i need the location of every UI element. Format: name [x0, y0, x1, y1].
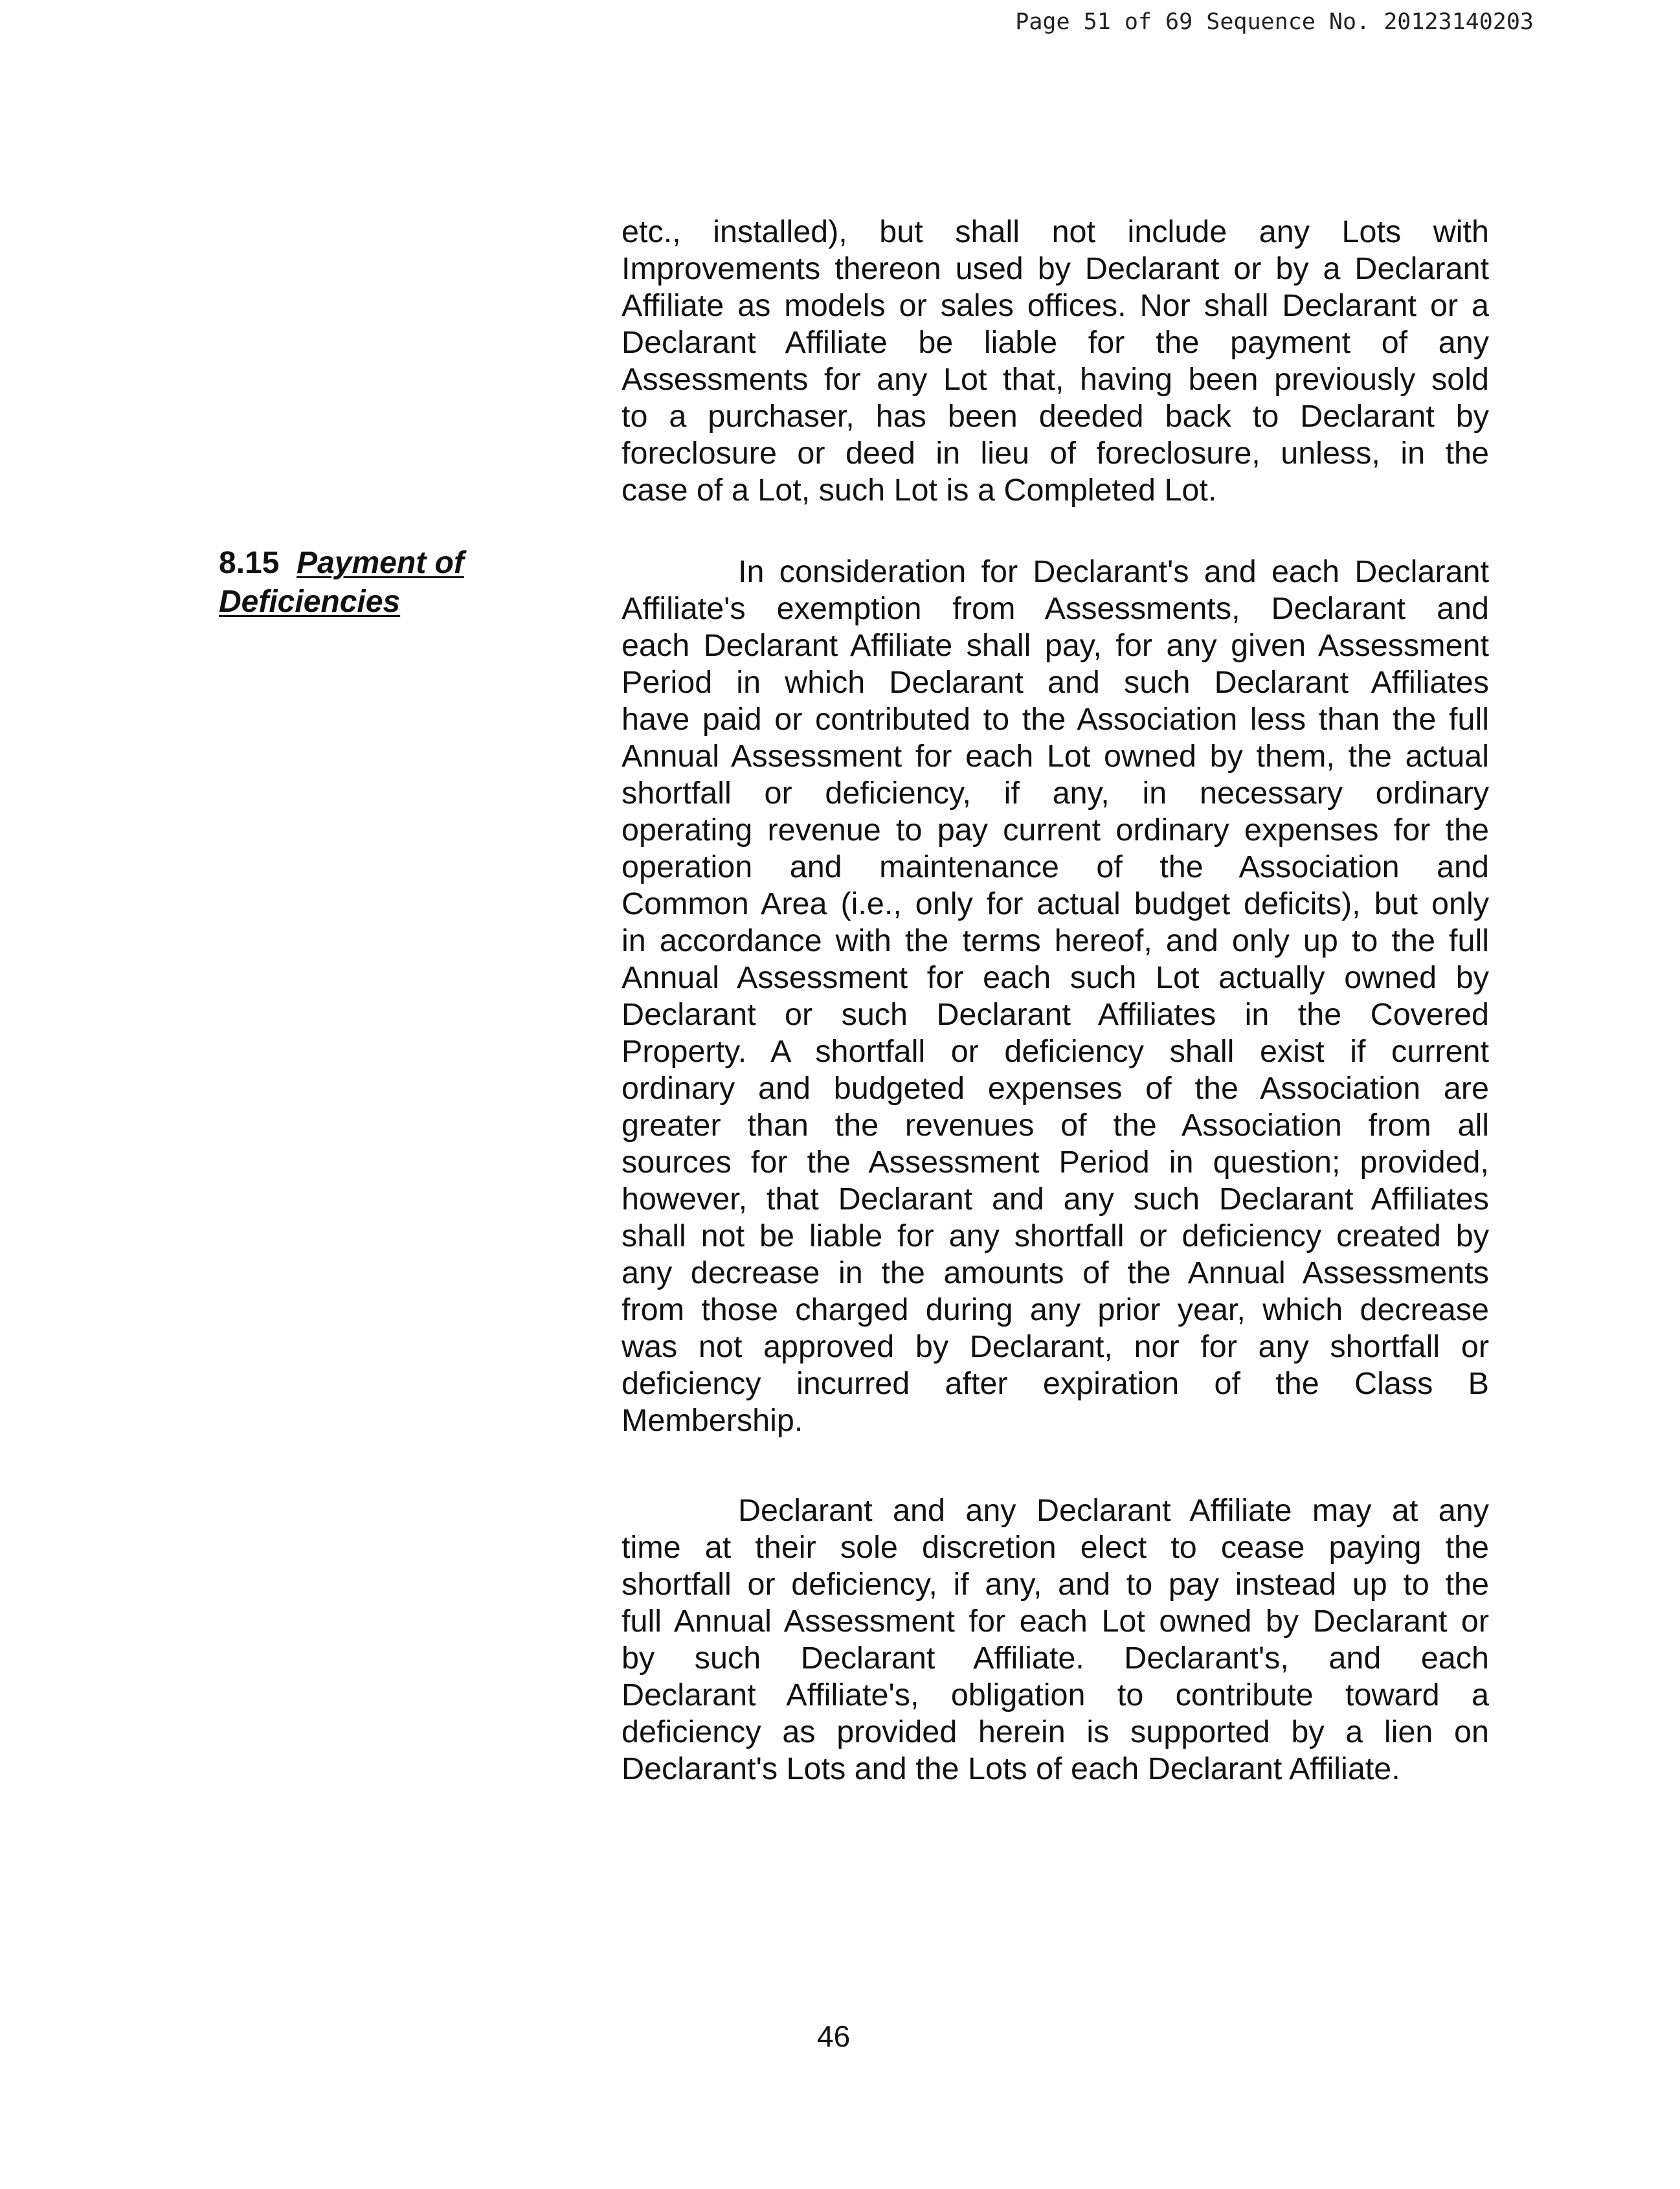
paragraph-line: foreclosure or deed in lieu of foreclosure, unless, in the	[622, 436, 1489, 471]
paragraph-line: Common Area (i.e., only for actual budget deficits), but only	[622, 886, 1489, 921]
paragraph-line: sources for the Assessment Period in question; provided,	[622, 1145, 1489, 1180]
paragraph-line: Affiliate's exemption from Assessments, Declarant and	[622, 591, 1489, 626]
page-number: 46	[817, 2019, 851, 2053]
paragraph-line: however, that Declarant and any such Declarant Affiliates	[622, 1182, 1489, 1217]
paragraph-line: each Declarant Affiliate shall pay, for any given Assessment	[622, 628, 1489, 663]
section-title-line1: Payment of	[297, 546, 464, 580]
paragraph-line: operation and maintenance of the Association and	[622, 849, 1489, 884]
paragraph-line: deficiency as provided herein is supported by a lien on	[622, 1714, 1489, 1749]
paragraph-line: time at their sole discretion elect to cease paying the	[622, 1530, 1489, 1565]
paragraph-line: Period in which Declarant and such Declarant Affiliates	[622, 665, 1489, 700]
paragraph-line: any decrease in the amounts of the Annual Assessments	[622, 1255, 1489, 1290]
intro-paragraph	[622, 214, 1489, 509]
paragraph-line: Declarant Affiliate be liable for the payment of any	[622, 325, 1489, 360]
deficiency-paragraph-2	[622, 1492, 1489, 1788]
paragraph-line: Membership.	[622, 1403, 803, 1438]
paragraph-line: shortfall or deficiency, if any, and to pay instead up to the	[622, 1567, 1489, 1602]
paragraph-line: in accordance with the terms hereof, and only up to the full	[622, 923, 1489, 958]
paragraph-line: In consideration for Declarant's and each Declarant	[738, 554, 1489, 589]
paragraph-line: Annual Assessment for each such Lot actually owned by	[622, 960, 1489, 995]
page-header-sequence: Page 51 of 69 Sequence No. 20123140203	[1015, 9, 1534, 35]
section-heading-line1	[219, 544, 464, 583]
section-title-line2: Deficiencies	[219, 585, 401, 619]
paragraph-line: Improvements thereon used by Declarant or by a Declarant	[622, 251, 1489, 286]
paragraph-line: operating revenue to pay current ordinary expenses for the	[622, 813, 1489, 848]
paragraph-line: Assessments for any Lot that, having been previously sold	[622, 362, 1489, 397]
section-heading	[219, 544, 464, 622]
paragraph-line: deficiency incurred after expiration of the Class B	[622, 1366, 1489, 1401]
paragraph-line: to a purchaser, has been deeded back to Declarant by	[622, 399, 1489, 434]
paragraph-line: by such Declarant Affiliate. Declarant's, and each	[622, 1641, 1489, 1676]
paragraph-line: Declarant's Lots and the Lots of each Declarant Affiliate.	[622, 1751, 1400, 1786]
paragraph-line: case of a Lot, such Lot is a Completed Lot.	[622, 473, 1217, 508]
paragraph-line: Annual Assessment for each Lot owned by them, the actual	[622, 739, 1489, 774]
deficiency-paragraph-1	[622, 554, 1489, 1439]
paragraph-line: full Annual Assessment for each Lot owned by Declarant or	[622, 1604, 1489, 1639]
paragraph-line: shall not be liable for any shortfall or deficiency created by	[622, 1218, 1489, 1253]
paragraph-line: Property. A shortfall or deficiency shall exist if current	[622, 1034, 1489, 1069]
section-heading-line2	[219, 583, 464, 622]
paragraph-line: Declarant or such Declarant Affiliates in the Covered	[622, 997, 1489, 1032]
paragraph-line: was not approved by Declarant, nor for any shortfall or	[622, 1329, 1489, 1364]
paragraph-line: ordinary and budgeted expenses of the Association are	[622, 1071, 1489, 1106]
paragraph-line: shortfall or deficiency, if any, in necessary ordinary	[622, 776, 1489, 811]
paragraph-line: Declarant and any Declarant Affiliate may at any	[738, 1493, 1489, 1528]
paragraph-line: greater than the revenues of the Association from all	[622, 1108, 1489, 1143]
paragraph-line: etc., installed), but shall not include any Lots with	[622, 214, 1489, 249]
section-number: 8.15	[219, 546, 280, 580]
paragraph-line: have paid or contributed to the Association less than the full	[622, 702, 1489, 737]
paragraph-line: Affiliate as models or sales offices. Nor shall Declarant or a	[622, 288, 1489, 323]
paragraph-line: Declarant Affiliate's, obligation to contribute toward a	[622, 1678, 1489, 1712]
paragraph-line: from those charged during any prior year, which decrease	[622, 1292, 1489, 1327]
